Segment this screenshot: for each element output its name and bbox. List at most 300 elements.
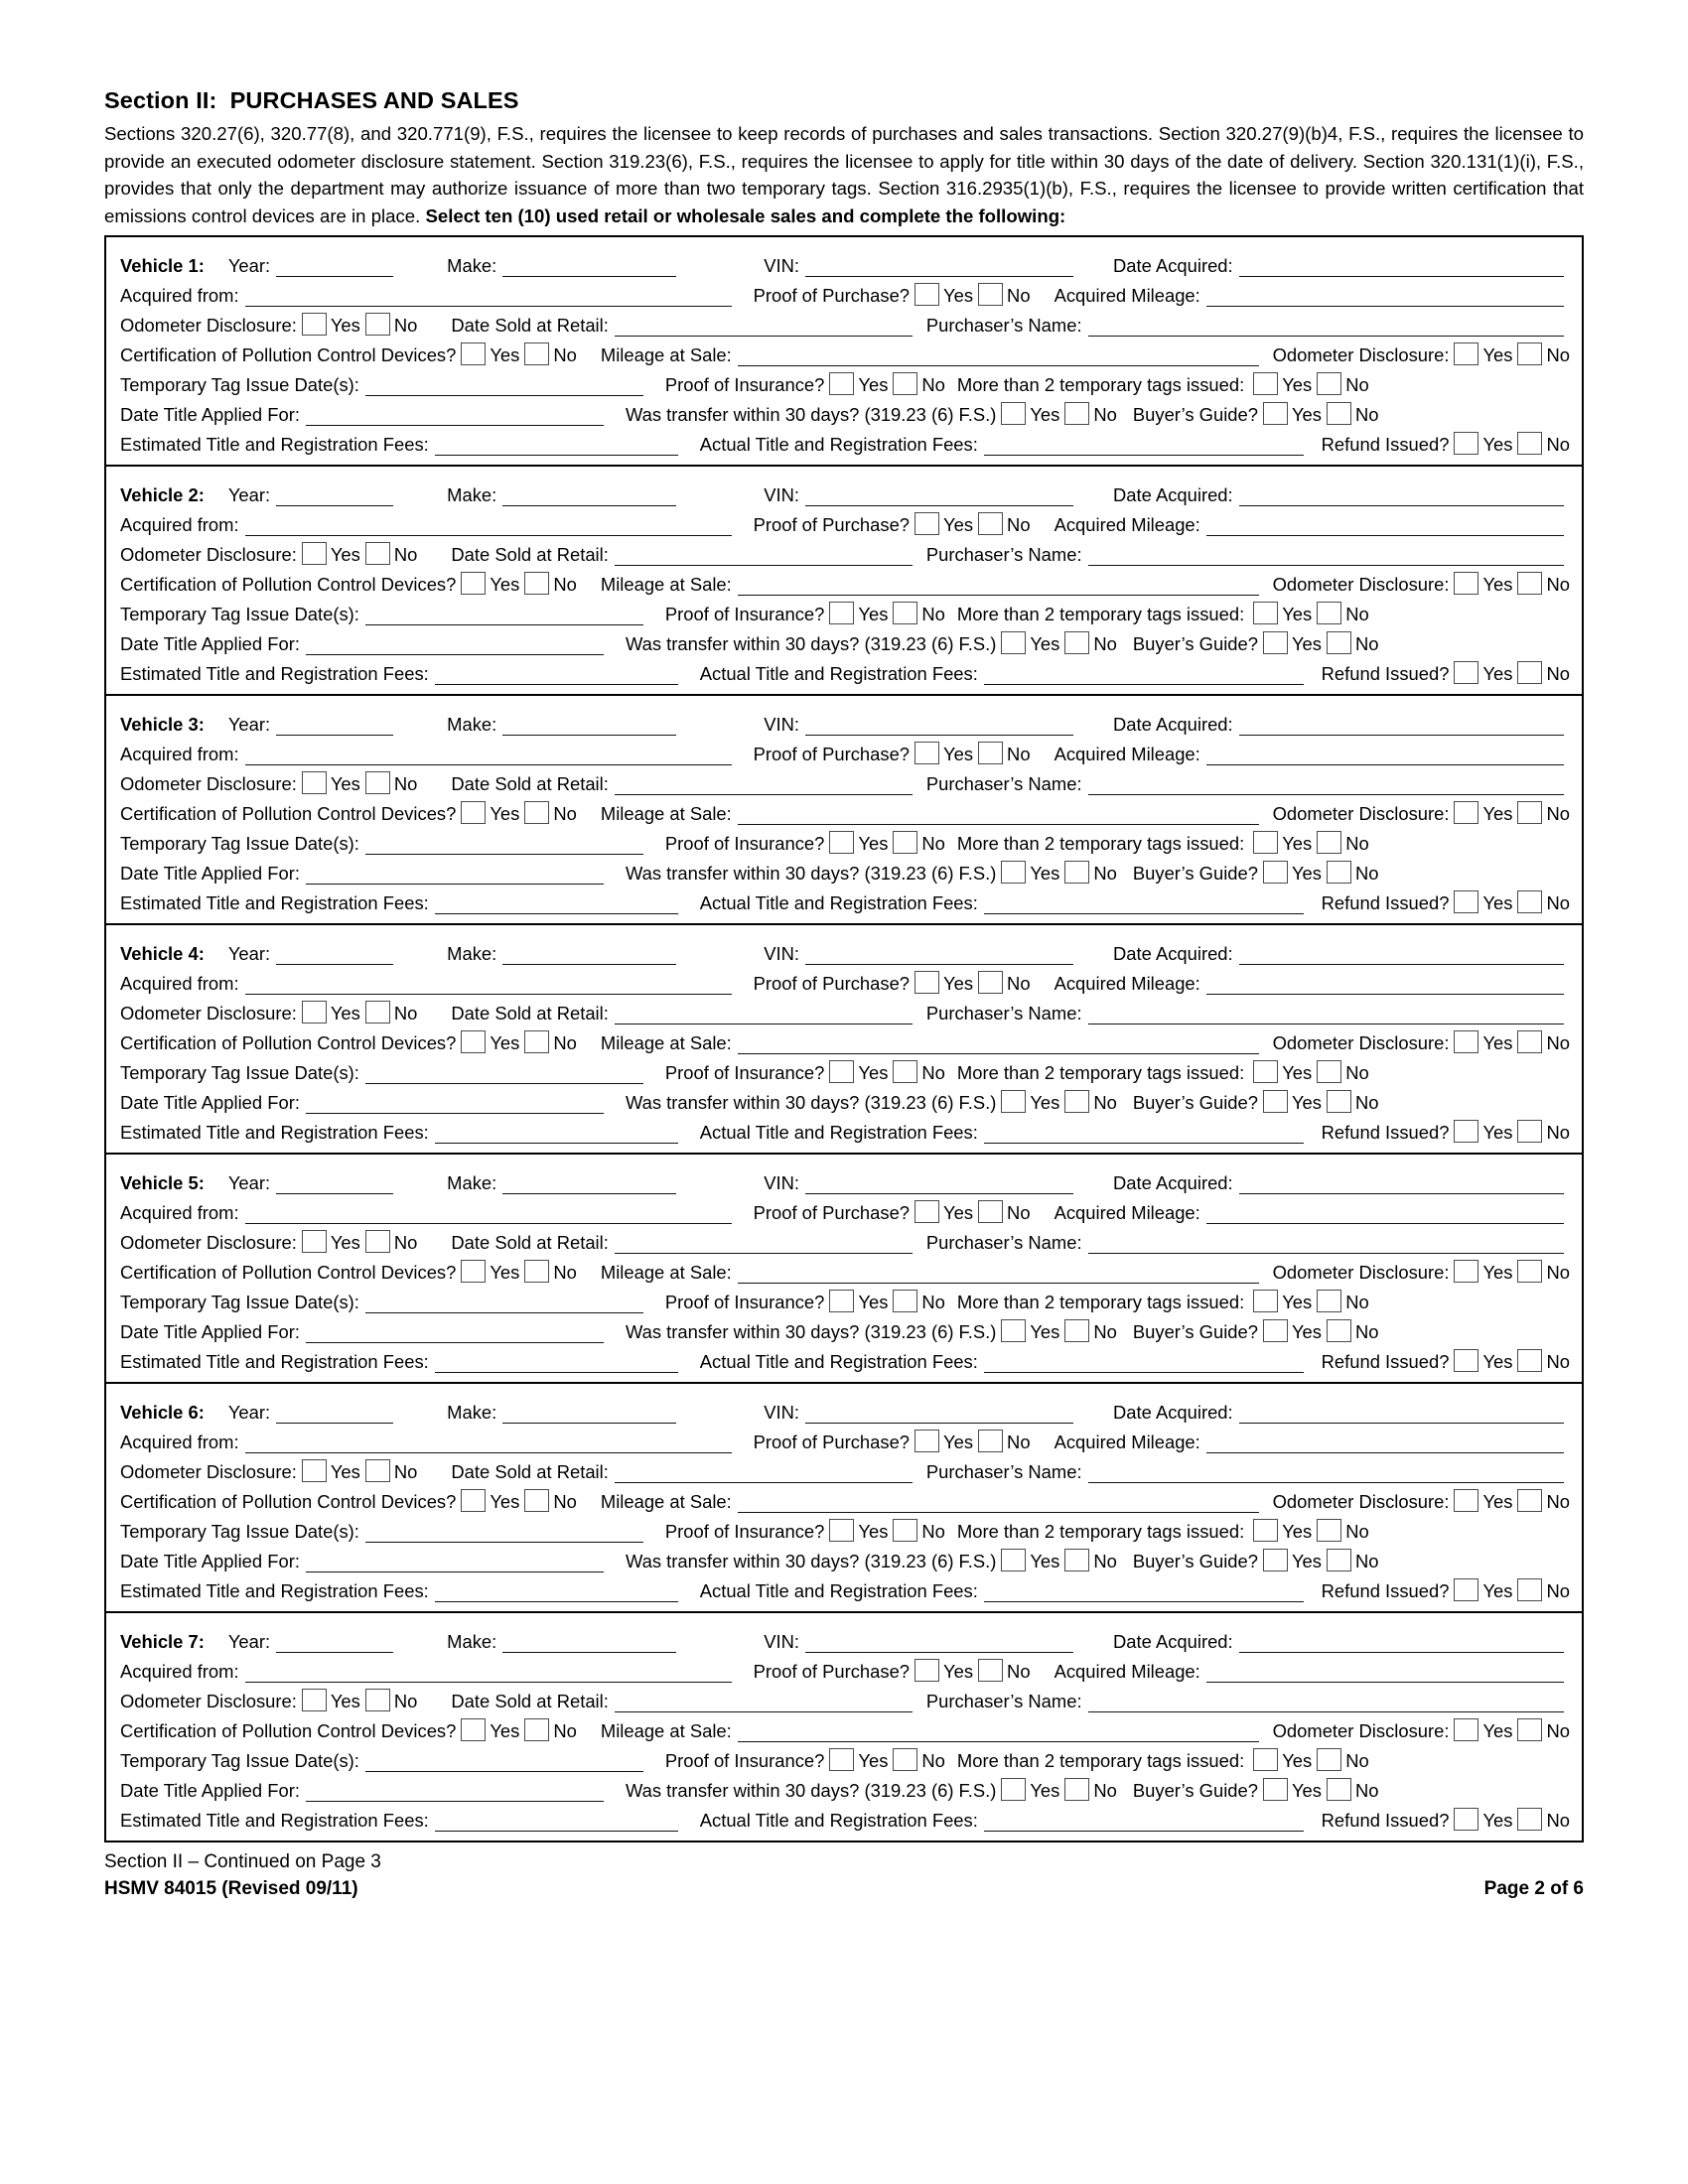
v7-odometer-disclosure-no-checkbox[interactable] bbox=[365, 1689, 390, 1711]
v4-buyers-guide-yes-checkbox[interactable] bbox=[1263, 1090, 1288, 1113]
v5-vin-input[interactable] bbox=[805, 1176, 1073, 1194]
v7-acquired-mileage-input[interactable] bbox=[1206, 1665, 1564, 1683]
v4-more-than-2-tags-yes-checkbox[interactable] bbox=[1253, 1060, 1278, 1083]
v7-certification-pollution-no-checkbox[interactable] bbox=[524, 1718, 549, 1741]
v2-more-than-2-tags-yes-checkbox[interactable] bbox=[1253, 602, 1278, 624]
v1-odometer-disclosure2-yes-group[interactable] bbox=[1449, 342, 1512, 366]
v7-buyers-guide-no-checkbox[interactable] bbox=[1327, 1778, 1351, 1801]
v1-odometer-disclosure2-no-checkbox[interactable] bbox=[1517, 342, 1542, 365]
v4-proof-insurance-no-checkbox[interactable] bbox=[893, 1060, 917, 1083]
v5-refund-issued-no-group[interactable] bbox=[1512, 1349, 1570, 1373]
v4-year-input[interactable] bbox=[276, 947, 393, 965]
v6-refund-issued-no-checkbox[interactable] bbox=[1517, 1578, 1542, 1601]
v5-refund-issued-no-checkbox[interactable] bbox=[1517, 1349, 1542, 1372]
v7-odometer-disclosure-yes-checkbox[interactable] bbox=[302, 1689, 327, 1711]
v5-odometer-disclosure2-no-checkbox[interactable] bbox=[1517, 1260, 1542, 1283]
v5-buyers-guide-yes-checkbox[interactable] bbox=[1263, 1319, 1288, 1342]
v3-estimated-fees-input[interactable] bbox=[435, 896, 678, 914]
v4-refund-issued-yes-group[interactable] bbox=[1449, 1120, 1512, 1144]
v4-buyers-guide-yes-group[interactable] bbox=[1258, 1090, 1322, 1114]
v1-proof-insurance-no-checkbox[interactable] bbox=[893, 372, 917, 395]
v1-certification-pollution-no-group[interactable] bbox=[519, 342, 577, 366]
v6-buyers-guide-yes-checkbox[interactable] bbox=[1263, 1549, 1288, 1571]
v5-odometer-disclosure-no-group[interactable] bbox=[360, 1230, 418, 1254]
v7-proof-insurance-yes-group[interactable] bbox=[824, 1748, 888, 1772]
v6-transfer-30-days-no-group[interactable] bbox=[1059, 1549, 1117, 1572]
v1-more-than-2-tags-yes-checkbox[interactable] bbox=[1253, 372, 1278, 395]
v6-buyers-guide-yes-group[interactable] bbox=[1258, 1549, 1322, 1572]
v6-buyers-guide-no-checkbox[interactable] bbox=[1327, 1549, 1351, 1571]
v4-transfer-30-days-yes-checkbox[interactable] bbox=[1001, 1090, 1026, 1113]
v3-odometer-disclosure2-no-checkbox[interactable] bbox=[1517, 801, 1542, 824]
v3-date-acquired-input[interactable] bbox=[1239, 718, 1564, 736]
v3-date-title-applied-input[interactable] bbox=[306, 867, 604, 885]
v2-certification-pollution-yes-checkbox[interactable] bbox=[461, 572, 486, 595]
v3-odometer-disclosure2-yes-group[interactable] bbox=[1449, 801, 1512, 825]
v2-proof-insurance-yes-checkbox[interactable] bbox=[829, 602, 854, 624]
v1-proof-purchase-yes-checkbox[interactable] bbox=[914, 283, 939, 306]
v1-buyers-guide-no-checkbox[interactable] bbox=[1327, 402, 1351, 425]
v1-buyers-guide-no-group[interactable] bbox=[1322, 402, 1379, 426]
v6-buyers-guide-no-group[interactable] bbox=[1322, 1549, 1379, 1572]
v5-estimated-fees-input[interactable] bbox=[435, 1355, 678, 1373]
v4-transfer-30-days-no-group[interactable] bbox=[1059, 1090, 1117, 1114]
v3-certification-pollution-yes-group[interactable] bbox=[456, 801, 519, 825]
v5-more-than-2-tags-yes-group[interactable] bbox=[1248, 1290, 1312, 1313]
v3-transfer-30-days-no-group[interactable] bbox=[1059, 861, 1117, 885]
v1-transfer-30-days-yes-group[interactable] bbox=[996, 402, 1059, 426]
v7-actual-fees-input[interactable] bbox=[984, 1814, 1304, 1832]
v3-proof-insurance-no-group[interactable] bbox=[888, 831, 945, 855]
v4-odometer-disclosure2-yes-checkbox[interactable] bbox=[1454, 1030, 1478, 1053]
v4-refund-issued-no-group[interactable] bbox=[1512, 1120, 1570, 1144]
v4-purchasers-name-input[interactable] bbox=[1088, 1007, 1564, 1024]
v4-date-acquired-input[interactable] bbox=[1239, 947, 1564, 965]
v4-transfer-30-days-no-checkbox[interactable] bbox=[1064, 1090, 1089, 1113]
v7-odometer-disclosure2-no-checkbox[interactable] bbox=[1517, 1718, 1542, 1741]
v2-odometer-disclosure2-no-group[interactable] bbox=[1512, 572, 1570, 596]
v1-proof-purchase-no-checkbox[interactable] bbox=[978, 283, 1003, 306]
v3-refund-issued-yes-group[interactable] bbox=[1449, 890, 1512, 914]
v2-odometer-disclosure-yes-group[interactable] bbox=[297, 542, 360, 566]
v1-more-than-2-tags-no-checkbox[interactable] bbox=[1317, 372, 1341, 395]
v5-transfer-30-days-yes-group[interactable] bbox=[996, 1319, 1059, 1343]
v2-actual-fees-input[interactable] bbox=[984, 667, 1304, 685]
v5-date-acquired-input[interactable] bbox=[1239, 1176, 1564, 1194]
v1-proof-purchase-no-group[interactable] bbox=[973, 283, 1031, 307]
v7-mileage-at-sale-input[interactable] bbox=[738, 1724, 1259, 1742]
v2-odometer-disclosure2-yes-group[interactable] bbox=[1449, 572, 1512, 596]
v1-more-than-2-tags-yes-group[interactable] bbox=[1248, 372, 1312, 396]
v1-actual-fees-input[interactable] bbox=[984, 438, 1304, 456]
v1-transfer-30-days-yes-checkbox[interactable] bbox=[1001, 402, 1026, 425]
v6-purchasers-name-input[interactable] bbox=[1088, 1465, 1564, 1483]
v3-actual-fees-input[interactable] bbox=[984, 896, 1304, 914]
v1-transfer-30-days-no-checkbox[interactable] bbox=[1064, 402, 1089, 425]
v1-proof-insurance-yes-group[interactable] bbox=[824, 372, 888, 396]
v4-more-than-2-tags-no-group[interactable] bbox=[1312, 1060, 1369, 1084]
v5-proof-purchase-no-group[interactable] bbox=[973, 1200, 1031, 1224]
v1-year-input[interactable] bbox=[276, 259, 393, 277]
v6-certification-pollution-yes-checkbox[interactable] bbox=[461, 1489, 486, 1512]
v5-proof-purchase-yes-group[interactable] bbox=[910, 1200, 973, 1224]
v6-odometer-disclosure2-no-checkbox[interactable] bbox=[1517, 1489, 1542, 1512]
v2-refund-issued-yes-group[interactable] bbox=[1449, 661, 1512, 685]
v2-vin-input[interactable] bbox=[805, 488, 1073, 506]
v6-certification-pollution-yes-group[interactable] bbox=[456, 1489, 519, 1513]
v5-actual-fees-input[interactable] bbox=[984, 1355, 1304, 1373]
v1-transfer-30-days-no-group[interactable] bbox=[1059, 402, 1117, 426]
v6-acquired-from-input[interactable] bbox=[245, 1435, 732, 1453]
v1-estimated-fees-input[interactable] bbox=[435, 438, 678, 456]
v6-vin-input[interactable] bbox=[805, 1406, 1073, 1424]
v5-purchasers-name-input[interactable] bbox=[1088, 1236, 1564, 1254]
v2-transfer-30-days-yes-group[interactable] bbox=[996, 631, 1059, 655]
v5-proof-insurance-yes-group[interactable] bbox=[824, 1290, 888, 1313]
v6-more-than-2-tags-no-checkbox[interactable] bbox=[1317, 1519, 1341, 1542]
v6-transfer-30-days-no-checkbox[interactable] bbox=[1064, 1549, 1089, 1571]
v4-certification-pollution-yes-checkbox[interactable] bbox=[461, 1030, 486, 1053]
v5-transfer-30-days-no-group[interactable] bbox=[1059, 1319, 1117, 1343]
v3-odometer-disclosure-no-group[interactable] bbox=[360, 771, 418, 795]
v1-make-input[interactable] bbox=[502, 259, 676, 277]
v3-purchasers-name-input[interactable] bbox=[1088, 777, 1564, 795]
v1-odometer-disclosure2-yes-checkbox[interactable] bbox=[1454, 342, 1478, 365]
v4-actual-fees-input[interactable] bbox=[984, 1126, 1304, 1144]
v7-date-acquired-input[interactable] bbox=[1239, 1635, 1564, 1653]
v5-buyers-guide-yes-group[interactable] bbox=[1258, 1319, 1322, 1343]
v4-more-than-2-tags-no-checkbox[interactable] bbox=[1317, 1060, 1341, 1083]
v5-date-sold-input[interactable] bbox=[615, 1236, 913, 1254]
v1-date-acquired-input[interactable] bbox=[1239, 259, 1564, 277]
v6-odometer-disclosure-no-checkbox[interactable] bbox=[365, 1459, 390, 1482]
v3-refund-issued-no-group[interactable] bbox=[1512, 890, 1570, 914]
v5-certification-pollution-no-group[interactable] bbox=[519, 1260, 577, 1284]
v3-more-than-2-tags-no-checkbox[interactable] bbox=[1317, 831, 1341, 854]
v4-buyers-guide-no-group[interactable] bbox=[1322, 1090, 1379, 1114]
v6-proof-purchase-no-checkbox[interactable] bbox=[978, 1430, 1003, 1452]
v3-buyers-guide-yes-checkbox[interactable] bbox=[1263, 861, 1288, 884]
v4-refund-issued-no-checkbox[interactable] bbox=[1517, 1120, 1542, 1143]
v4-buyers-guide-no-checkbox[interactable] bbox=[1327, 1090, 1351, 1113]
v3-odometer-disclosure-no-checkbox[interactable] bbox=[365, 771, 390, 794]
v6-transfer-30-days-yes-group[interactable] bbox=[996, 1549, 1059, 1572]
v1-proof-insurance-no-group[interactable] bbox=[888, 372, 945, 396]
v7-more-than-2-tags-yes-group[interactable] bbox=[1248, 1748, 1312, 1772]
v5-certification-pollution-yes-group[interactable] bbox=[456, 1260, 519, 1284]
v1-buyers-guide-yes-checkbox[interactable] bbox=[1263, 402, 1288, 425]
v3-proof-insurance-yes-group[interactable] bbox=[824, 831, 888, 855]
v3-acquired-from-input[interactable] bbox=[245, 748, 732, 765]
v2-date-title-applied-input[interactable] bbox=[306, 637, 604, 655]
v4-proof-purchase-no-checkbox[interactable] bbox=[978, 971, 1003, 994]
v4-more-than-2-tags-yes-group[interactable] bbox=[1248, 1060, 1312, 1084]
v3-acquired-mileage-input[interactable] bbox=[1206, 748, 1564, 765]
v7-more-than-2-tags-no-group[interactable] bbox=[1312, 1748, 1369, 1772]
v4-odometer-disclosure2-no-checkbox[interactable] bbox=[1517, 1030, 1542, 1053]
v2-purchasers-name-input[interactable] bbox=[1088, 548, 1564, 566]
v7-proof-insurance-no-checkbox[interactable] bbox=[893, 1748, 917, 1771]
v1-date-sold-input[interactable] bbox=[615, 319, 913, 337]
v7-odometer-disclosure2-yes-group[interactable] bbox=[1449, 1718, 1512, 1742]
v5-proof-insurance-yes-checkbox[interactable] bbox=[829, 1290, 854, 1312]
v6-certification-pollution-no-checkbox[interactable] bbox=[524, 1489, 549, 1512]
v7-buyers-guide-no-group[interactable] bbox=[1322, 1778, 1379, 1802]
v6-acquired-mileage-input[interactable] bbox=[1206, 1435, 1564, 1453]
v6-proof-insurance-yes-checkbox[interactable] bbox=[829, 1519, 854, 1542]
v7-proof-purchase-yes-checkbox[interactable] bbox=[914, 1659, 939, 1682]
v5-proof-insurance-no-checkbox[interactable] bbox=[893, 1290, 917, 1312]
v4-odometer-disclosure2-no-group[interactable] bbox=[1512, 1030, 1570, 1054]
v5-refund-issued-yes-group[interactable] bbox=[1449, 1349, 1512, 1373]
v4-make-input[interactable] bbox=[502, 947, 676, 965]
v1-acquired-mileage-input[interactable] bbox=[1206, 289, 1564, 307]
v7-date-title-applied-input[interactable] bbox=[306, 1784, 604, 1802]
v2-certification-pollution-yes-group[interactable] bbox=[456, 572, 519, 596]
v4-proof-purchase-yes-group[interactable] bbox=[910, 971, 973, 995]
v6-odometer-disclosure2-yes-group[interactable] bbox=[1449, 1489, 1512, 1513]
v3-vin-input[interactable] bbox=[805, 718, 1073, 736]
v3-odometer-disclosure2-yes-checkbox[interactable] bbox=[1454, 801, 1478, 824]
v6-refund-issued-no-group[interactable] bbox=[1512, 1578, 1570, 1602]
v3-odometer-disclosure-yes-checkbox[interactable] bbox=[302, 771, 327, 794]
v2-more-than-2-tags-yes-group[interactable] bbox=[1248, 602, 1312, 625]
v6-temp-tag-dates-input[interactable] bbox=[365, 1525, 643, 1543]
v6-year-input[interactable] bbox=[276, 1406, 393, 1424]
v7-estimated-fees-input[interactable] bbox=[435, 1814, 678, 1832]
v6-proof-insurance-no-group[interactable] bbox=[888, 1519, 945, 1543]
v3-proof-purchase-no-checkbox[interactable] bbox=[978, 742, 1003, 764]
v3-certification-pollution-no-checkbox[interactable] bbox=[524, 801, 549, 824]
v7-make-input[interactable] bbox=[502, 1635, 676, 1653]
v1-certification-pollution-yes-checkbox[interactable] bbox=[461, 342, 486, 365]
v7-buyers-guide-yes-group[interactable] bbox=[1258, 1778, 1322, 1802]
v7-refund-issued-no-group[interactable] bbox=[1512, 1808, 1570, 1832]
v6-proof-purchase-no-group[interactable] bbox=[973, 1430, 1031, 1453]
v7-transfer-30-days-no-checkbox[interactable] bbox=[1064, 1778, 1089, 1801]
v6-transfer-30-days-yes-checkbox[interactable] bbox=[1001, 1549, 1026, 1571]
v5-proof-insurance-no-group[interactable] bbox=[888, 1290, 945, 1313]
v3-mileage-at-sale-input[interactable] bbox=[738, 807, 1259, 825]
v2-odometer-disclosure-no-checkbox[interactable] bbox=[365, 542, 390, 565]
v3-transfer-30-days-no-checkbox[interactable] bbox=[1064, 861, 1089, 884]
v2-make-input[interactable] bbox=[502, 488, 676, 506]
v1-refund-issued-no-group[interactable] bbox=[1512, 432, 1570, 456]
v3-transfer-30-days-yes-group[interactable] bbox=[996, 861, 1059, 885]
v5-odometer-disclosure2-yes-checkbox[interactable] bbox=[1454, 1260, 1478, 1283]
v4-odometer-disclosure-no-group[interactable] bbox=[360, 1001, 418, 1024]
v2-proof-purchase-yes-checkbox[interactable] bbox=[914, 512, 939, 535]
v4-proof-insurance-yes-checkbox[interactable] bbox=[829, 1060, 854, 1083]
v3-proof-insurance-yes-checkbox[interactable] bbox=[829, 831, 854, 854]
v5-transfer-30-days-yes-checkbox[interactable] bbox=[1001, 1319, 1026, 1342]
v2-estimated-fees-input[interactable] bbox=[435, 667, 678, 685]
v2-buyers-guide-yes-checkbox[interactable] bbox=[1263, 631, 1288, 654]
v4-odometer-disclosure-no-checkbox[interactable] bbox=[365, 1001, 390, 1024]
v6-proof-insurance-yes-group[interactable] bbox=[824, 1519, 888, 1543]
v6-odometer-disclosure-yes-group[interactable] bbox=[297, 1459, 360, 1483]
v5-proof-purchase-no-checkbox[interactable] bbox=[978, 1200, 1003, 1223]
v5-buyers-guide-no-group[interactable] bbox=[1322, 1319, 1379, 1343]
v5-proof-purchase-yes-checkbox[interactable] bbox=[914, 1200, 939, 1223]
v1-certification-pollution-yes-group[interactable] bbox=[456, 342, 519, 366]
v2-proof-purchase-yes-group[interactable] bbox=[910, 512, 973, 536]
v3-refund-issued-no-checkbox[interactable] bbox=[1517, 890, 1542, 913]
v5-more-than-2-tags-yes-checkbox[interactable] bbox=[1253, 1290, 1278, 1312]
v6-date-acquired-input[interactable] bbox=[1239, 1406, 1564, 1424]
v7-refund-issued-yes-checkbox[interactable] bbox=[1454, 1808, 1478, 1831]
v4-vin-input[interactable] bbox=[805, 947, 1073, 965]
v4-temp-tag-dates-input[interactable] bbox=[365, 1066, 643, 1084]
v2-odometer-disclosure-no-group[interactable] bbox=[360, 542, 418, 566]
v7-year-input[interactable] bbox=[276, 1635, 393, 1653]
v6-proof-insurance-no-checkbox[interactable] bbox=[893, 1519, 917, 1542]
v3-buyers-guide-yes-group[interactable] bbox=[1258, 861, 1322, 885]
v1-certification-pollution-no-checkbox[interactable] bbox=[524, 342, 549, 365]
v3-buyers-guide-no-checkbox[interactable] bbox=[1327, 861, 1351, 884]
v2-transfer-30-days-no-group[interactable] bbox=[1059, 631, 1117, 655]
v1-odometer-disclosure2-no-group[interactable] bbox=[1512, 342, 1570, 366]
v1-refund-issued-no-checkbox[interactable] bbox=[1517, 432, 1542, 455]
v4-acquired-mileage-input[interactable] bbox=[1206, 977, 1564, 995]
v2-date-acquired-input[interactable] bbox=[1239, 488, 1564, 506]
v3-buyers-guide-no-group[interactable] bbox=[1322, 861, 1379, 885]
v6-certification-pollution-no-group[interactable] bbox=[519, 1489, 577, 1513]
v5-year-input[interactable] bbox=[276, 1176, 393, 1194]
v4-odometer-disclosure2-yes-group[interactable] bbox=[1449, 1030, 1512, 1054]
v5-odometer-disclosure-yes-group[interactable] bbox=[297, 1230, 360, 1254]
v4-mileage-at-sale-input[interactable] bbox=[738, 1036, 1259, 1054]
v7-odometer-disclosure2-no-group[interactable] bbox=[1512, 1718, 1570, 1742]
v1-vin-input[interactable] bbox=[805, 259, 1073, 277]
v3-date-sold-input[interactable] bbox=[615, 777, 913, 795]
v2-proof-purchase-no-checkbox[interactable] bbox=[978, 512, 1003, 535]
v4-transfer-30-days-yes-group[interactable] bbox=[996, 1090, 1059, 1114]
v6-more-than-2-tags-yes-checkbox[interactable] bbox=[1253, 1519, 1278, 1542]
v1-proof-insurance-yes-checkbox[interactable] bbox=[829, 372, 854, 395]
v5-certification-pollution-no-checkbox[interactable] bbox=[524, 1260, 549, 1283]
v7-proof-insurance-yes-checkbox[interactable] bbox=[829, 1748, 854, 1771]
v3-proof-purchase-yes-group[interactable] bbox=[910, 742, 973, 765]
v4-date-sold-input[interactable] bbox=[615, 1007, 913, 1024]
v6-date-sold-input[interactable] bbox=[615, 1465, 913, 1483]
v5-make-input[interactable] bbox=[502, 1176, 676, 1194]
v2-buyers-guide-no-group[interactable] bbox=[1322, 631, 1379, 655]
v6-estimated-fees-input[interactable] bbox=[435, 1584, 678, 1602]
v7-vin-input[interactable] bbox=[805, 1635, 1073, 1653]
v4-certification-pollution-no-group[interactable] bbox=[519, 1030, 577, 1054]
v6-mileage-at-sale-input[interactable] bbox=[738, 1495, 1259, 1513]
v3-certification-pollution-yes-checkbox[interactable] bbox=[461, 801, 486, 824]
v2-buyers-guide-yes-group[interactable] bbox=[1258, 631, 1322, 655]
v3-make-input[interactable] bbox=[502, 718, 676, 736]
v6-more-than-2-tags-yes-group[interactable] bbox=[1248, 1519, 1312, 1543]
v5-date-title-applied-input[interactable] bbox=[306, 1325, 604, 1343]
v6-make-input[interactable] bbox=[502, 1406, 676, 1424]
v7-refund-issued-no-checkbox[interactable] bbox=[1517, 1808, 1542, 1831]
v3-proof-insurance-no-checkbox[interactable] bbox=[893, 831, 917, 854]
v6-odometer-disclosure2-yes-checkbox[interactable] bbox=[1454, 1489, 1478, 1512]
v6-actual-fees-input[interactable] bbox=[984, 1584, 1304, 1602]
v1-mileage-at-sale-input[interactable] bbox=[738, 348, 1259, 366]
v5-odometer-disclosure2-yes-group[interactable] bbox=[1449, 1260, 1512, 1284]
v1-refund-issued-yes-group[interactable] bbox=[1449, 432, 1512, 456]
v7-proof-purchase-no-checkbox[interactable] bbox=[978, 1659, 1003, 1682]
v7-proof-purchase-no-group[interactable] bbox=[973, 1659, 1031, 1683]
v1-date-title-applied-input[interactable] bbox=[306, 408, 604, 426]
v2-acquired-mileage-input[interactable] bbox=[1206, 518, 1564, 536]
v2-date-sold-input[interactable] bbox=[615, 548, 913, 566]
v4-proof-insurance-yes-group[interactable] bbox=[824, 1060, 888, 1084]
v1-odometer-disclosure-yes-checkbox[interactable] bbox=[302, 313, 327, 336]
v2-year-input[interactable] bbox=[276, 488, 393, 506]
v1-proof-purchase-yes-group[interactable] bbox=[910, 283, 973, 307]
v2-buyers-guide-no-checkbox[interactable] bbox=[1327, 631, 1351, 654]
v3-more-than-2-tags-yes-group[interactable] bbox=[1248, 831, 1312, 855]
v2-certification-pollution-no-group[interactable] bbox=[519, 572, 577, 596]
v7-certification-pollution-yes-group[interactable] bbox=[456, 1718, 519, 1742]
v3-temp-tag-dates-input[interactable] bbox=[365, 837, 643, 855]
v3-odometer-disclosure-yes-group[interactable] bbox=[297, 771, 360, 795]
v4-odometer-disclosure-yes-group[interactable] bbox=[297, 1001, 360, 1024]
v5-mileage-at-sale-input[interactable] bbox=[738, 1266, 1259, 1284]
v4-proof-insurance-no-group[interactable] bbox=[888, 1060, 945, 1084]
v7-certification-pollution-yes-checkbox[interactable] bbox=[461, 1718, 486, 1741]
v3-proof-purchase-no-group[interactable] bbox=[973, 742, 1031, 765]
v7-transfer-30-days-no-group[interactable] bbox=[1059, 1778, 1117, 1802]
v5-acquired-mileage-input[interactable] bbox=[1206, 1206, 1564, 1224]
v4-certification-pollution-yes-group[interactable] bbox=[456, 1030, 519, 1054]
v2-proof-insurance-yes-group[interactable] bbox=[824, 602, 888, 625]
v6-odometer-disclosure2-no-group[interactable] bbox=[1512, 1489, 1570, 1513]
v5-refund-issued-yes-checkbox[interactable] bbox=[1454, 1349, 1478, 1372]
v7-certification-pollution-no-group[interactable] bbox=[519, 1718, 577, 1742]
v5-buyers-guide-no-checkbox[interactable] bbox=[1327, 1319, 1351, 1342]
v2-proof-insurance-no-group[interactable] bbox=[888, 602, 945, 625]
v7-transfer-30-days-yes-checkbox[interactable] bbox=[1001, 1778, 1026, 1801]
v2-refund-issued-no-group[interactable] bbox=[1512, 661, 1570, 685]
v7-more-than-2-tags-yes-checkbox[interactable] bbox=[1253, 1748, 1278, 1771]
v7-acquired-from-input[interactable] bbox=[245, 1665, 732, 1683]
v3-transfer-30-days-yes-checkbox[interactable] bbox=[1001, 861, 1026, 884]
v7-odometer-disclosure-yes-group[interactable] bbox=[297, 1689, 360, 1712]
v5-certification-pollution-yes-checkbox[interactable] bbox=[461, 1260, 486, 1283]
v1-purchasers-name-input[interactable] bbox=[1088, 319, 1564, 337]
v5-transfer-30-days-no-checkbox[interactable] bbox=[1064, 1319, 1089, 1342]
v2-temp-tag-dates-input[interactable] bbox=[365, 608, 643, 625]
v2-mileage-at-sale-input[interactable] bbox=[738, 578, 1259, 596]
v4-certification-pollution-no-checkbox[interactable] bbox=[524, 1030, 549, 1053]
v6-refund-issued-yes-checkbox[interactable] bbox=[1454, 1578, 1478, 1601]
v2-transfer-30-days-yes-checkbox[interactable] bbox=[1001, 631, 1026, 654]
v3-certification-pollution-no-group[interactable] bbox=[519, 801, 577, 825]
v2-certification-pollution-no-checkbox[interactable] bbox=[524, 572, 549, 595]
v2-odometer-disclosure2-yes-checkbox[interactable] bbox=[1454, 572, 1478, 595]
v7-refund-issued-yes-group[interactable] bbox=[1449, 1808, 1512, 1832]
v2-odometer-disclosure2-no-checkbox[interactable] bbox=[1517, 572, 1542, 595]
v7-more-than-2-tags-no-checkbox[interactable] bbox=[1317, 1748, 1341, 1771]
v6-proof-purchase-yes-checkbox[interactable] bbox=[914, 1430, 939, 1452]
v2-proof-insurance-no-checkbox[interactable] bbox=[893, 602, 917, 624]
v7-temp-tag-dates-input[interactable] bbox=[365, 1754, 643, 1772]
v3-refund-issued-yes-checkbox[interactable] bbox=[1454, 890, 1478, 913]
v7-odometer-disclosure2-yes-checkbox[interactable] bbox=[1454, 1718, 1478, 1741]
v1-more-than-2-tags-no-group[interactable] bbox=[1312, 372, 1369, 396]
v7-buyers-guide-yes-checkbox[interactable] bbox=[1263, 1778, 1288, 1801]
v1-odometer-disclosure-no-group[interactable] bbox=[360, 313, 418, 337]
v6-odometer-disclosure-yes-checkbox[interactable] bbox=[302, 1459, 327, 1482]
v2-more-than-2-tags-no-checkbox[interactable] bbox=[1317, 602, 1341, 624]
